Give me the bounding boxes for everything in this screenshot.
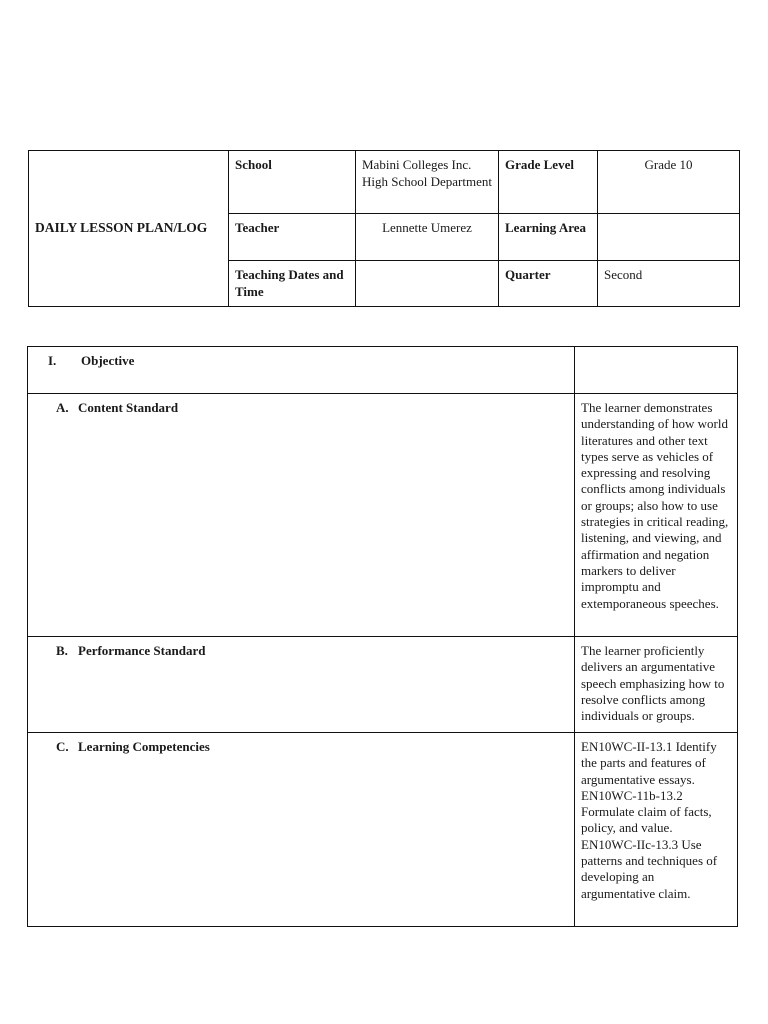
grade-level-value: Grade 10 [598,151,740,214]
teaching-dates-label: Teaching Dates and Time [229,261,356,307]
lesson-plan-title: DAILY LESSON PLAN/LOG [29,151,229,307]
teacher-value: Lennette Umerez [356,214,499,261]
teaching-dates-value [356,261,499,307]
learning-competencies-label: Learning Competencies [78,739,210,754]
objective-section-value [575,347,738,394]
content-standard-cell [28,394,575,637]
school-value: Mabini Colleges Inc. High School Department [356,151,499,214]
quarter-label: Quarter [499,261,598,307]
performance-standard-cell [28,637,575,733]
performance-standard-value: The learner proficiently delivers an argumentative speech emphasizing how to resolve conflicts among individuals or groups. [575,637,738,733]
learning-competencies-cell [28,733,575,927]
objectives-table [27,346,738,927]
content-standard-label: Content Standard [78,400,179,415]
performance-standard-letter: B. [56,643,68,658]
learning-area-value [598,214,740,261]
objective-section-label: Objective [81,353,135,368]
grade-level-label: Grade Level [499,151,598,214]
content-standard-letter: A. [56,400,69,415]
learning-competencies-value: EN10WC-II-13.1 Identify the parts and features of argumentative essays. EN10WC-11b-13.2 Formulate claim of facts, policy, and value. EN10WC-IIc-13.3 Use patterns and techniques of developing an argumentative claim. [575,733,738,927]
learning-competencies-letter: C. [56,739,69,754]
quarter-value: Second [598,261,740,307]
learning-area-label: Learning Area [499,214,598,261]
content-standard-value: The learner demonstrates understanding of how world literatures and other text types serve as vehicles of expressing and resolving conflicts among individuals or groups; also how to use strategies in critical reading, listening, and viewing, and affirmation and negation markers to deliver impromptu and extemporaneous speeches. [575,394,738,637]
lesson-plan-header-table [28,150,740,307]
objective-section-cell [28,347,575,394]
school-label: School [229,151,356,214]
performance-standard-label: Performance Standard [78,643,206,658]
objective-section-number: I. [48,353,57,368]
teacher-label: Teacher [229,214,356,261]
